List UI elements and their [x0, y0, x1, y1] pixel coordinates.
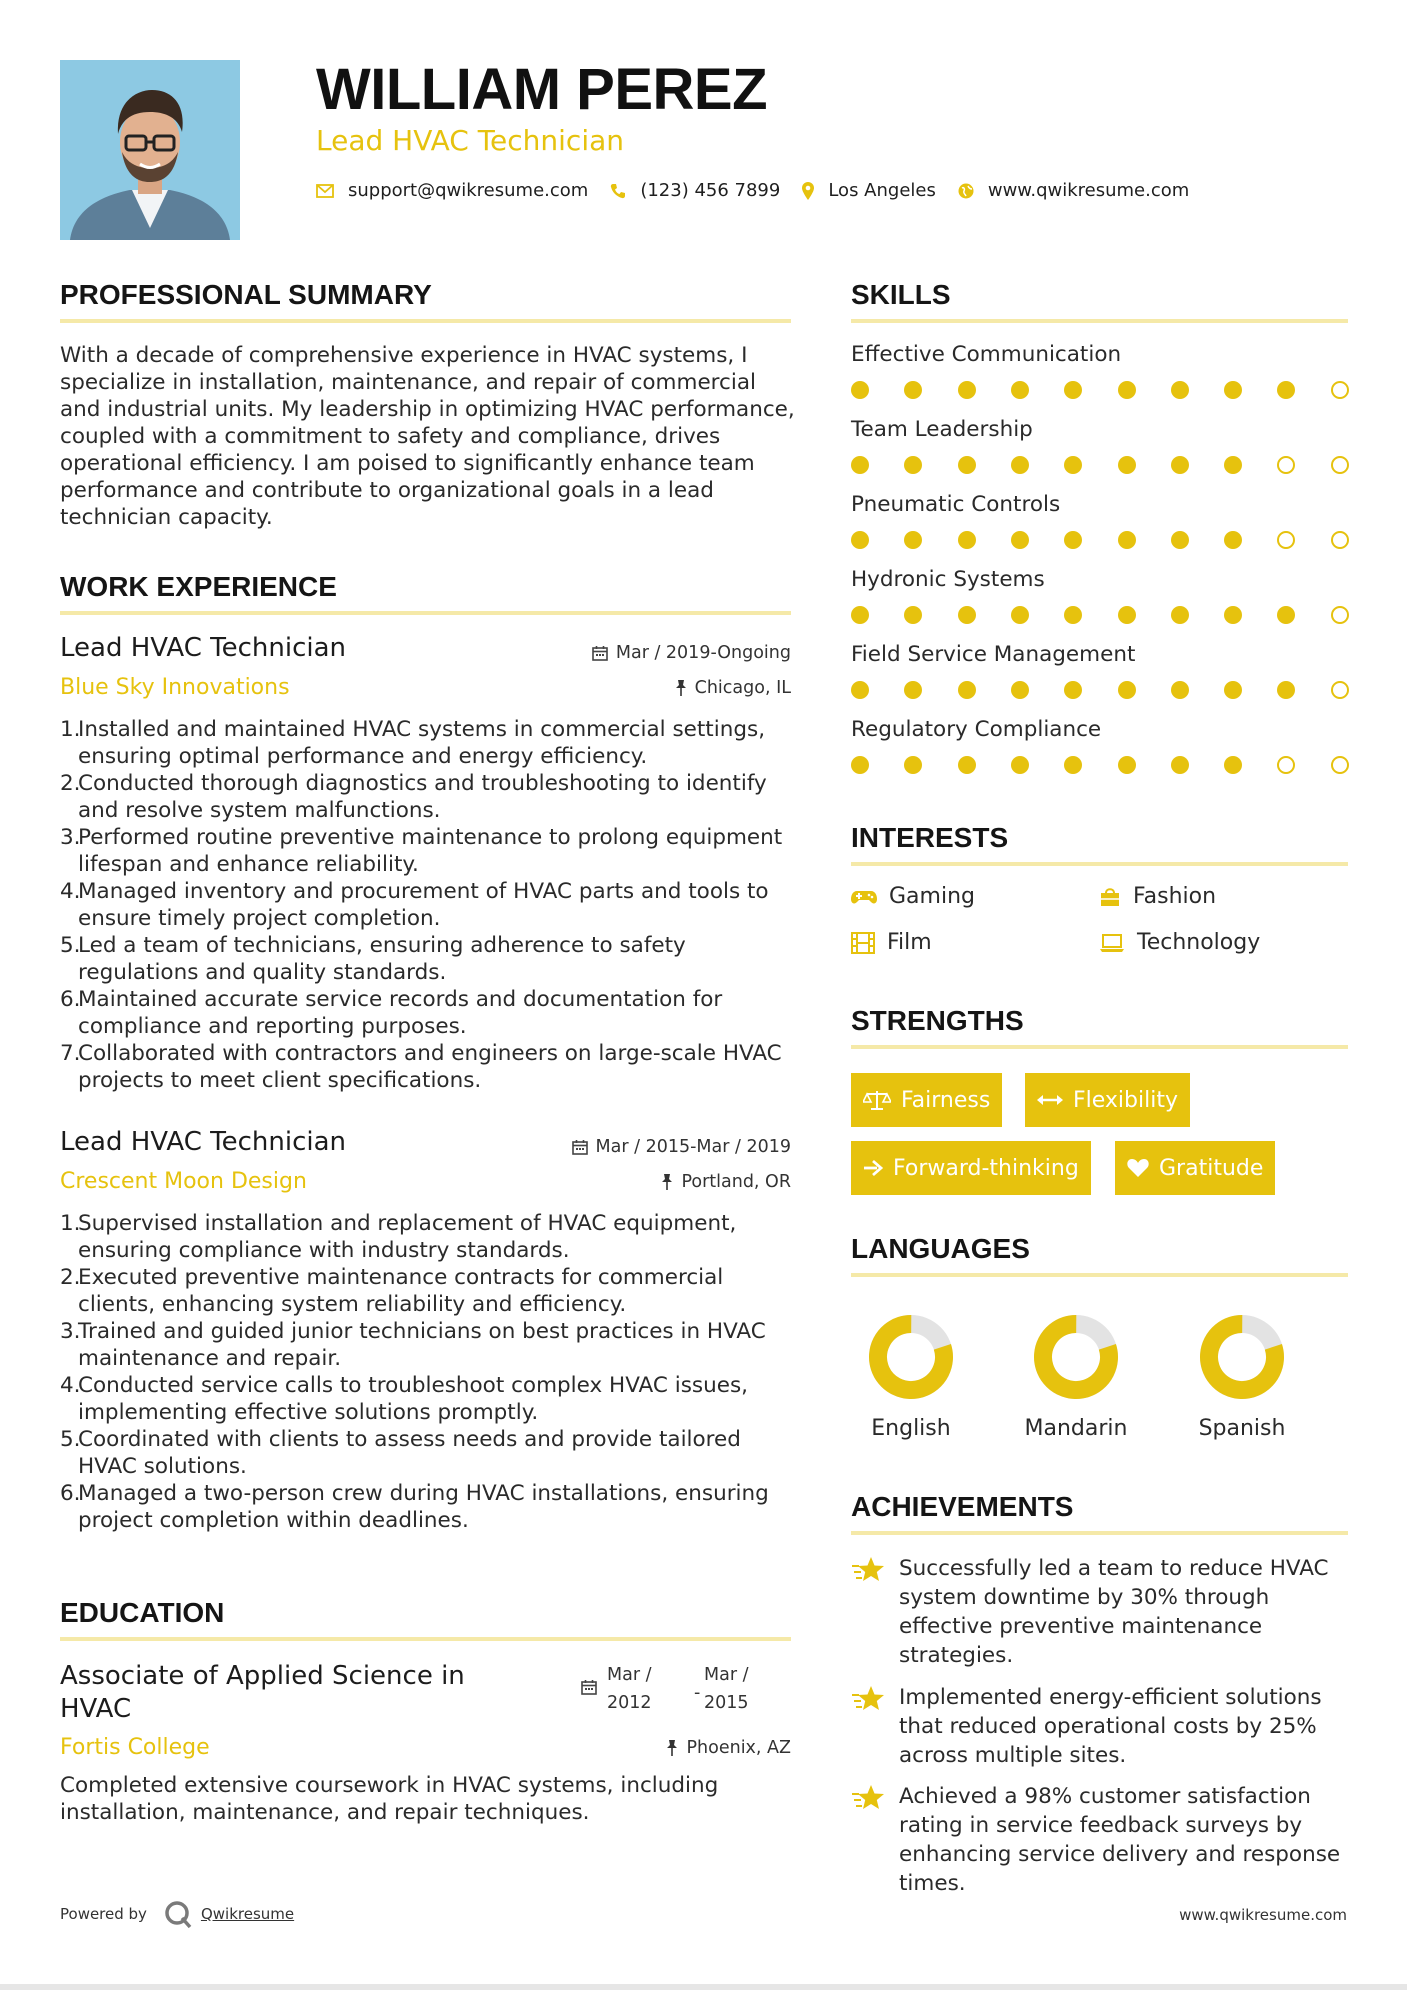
- interest-label: Technology: [1137, 930, 1261, 955]
- bullet-number: 6.: [60, 987, 81, 1012]
- bullet-number: 3.: [60, 1319, 81, 1344]
- skill-dot-filled: [851, 456, 869, 474]
- interests-divider: [851, 862, 1348, 866]
- skill-name: Pneumatic Controls: [851, 492, 1061, 517]
- pushpin-icon: [675, 680, 687, 696]
- powered-by-label: Powered by: [60, 1905, 147, 1923]
- skill-name: Effective Communication: [851, 342, 1122, 367]
- skill-dot-filled: [1171, 531, 1189, 549]
- skill-dot-empty: [1331, 381, 1349, 399]
- strength-label: Flexibility: [1073, 1087, 1178, 1113]
- skill-dot-filled: [904, 531, 922, 549]
- skill-dot-filled: [1011, 606, 1029, 624]
- job-company: Crescent Moon Design: [60, 1169, 307, 1194]
- skill-name: Team Leadership: [851, 417, 1033, 442]
- bullet-number: 5.: [60, 933, 81, 958]
- bullet-text: Led a team of technicians, ensuring adherence to safety regulations and quality standards.: [78, 933, 686, 985]
- interests-heading: INTERESTS: [851, 822, 1009, 853]
- skill-name: Field Service Management: [851, 642, 1136, 667]
- list-item: [60, 878, 800, 932]
- education-school: Fortis College: [60, 1735, 210, 1760]
- bullet-number: 3.: [60, 825, 81, 850]
- globe-icon: [958, 183, 974, 199]
- bullet-text: Conducted service calls to troubleshoot complex HVAC issues, implementing effective solutions promptly.: [78, 1373, 748, 1425]
- skill-dot-filled: [1171, 756, 1189, 774]
- bullet-number: 2.: [60, 771, 81, 796]
- skill-dot-filled: [1118, 381, 1136, 399]
- bullet-text: Managed a two-person crew during HVAC installations, ensuring project completion within deadlines.: [78, 1481, 769, 1533]
- achievements-heading: ACHIEVEMENTS: [851, 1491, 1074, 1522]
- bullet-text: Maintained accurate service records and documentation for compliance and reporting purposes.: [78, 987, 723, 1039]
- skills-heading: SKILLS: [851, 279, 951, 310]
- skill-dot-filled: [958, 606, 976, 624]
- strength-tag-flexibility: [1025, 1073, 1190, 1127]
- skill-rating: [851, 381, 1351, 401]
- job-location: [675, 678, 791, 698]
- strength-tag-fairness: [851, 1073, 1002, 1127]
- skill-dot-filled: [851, 756, 869, 774]
- laptop-icon: [1099, 933, 1125, 953]
- list-item: [60, 1318, 800, 1372]
- calendar-icon: [581, 1679, 597, 1695]
- contact-email[interactable]: [316, 180, 588, 201]
- experience-divider: [60, 611, 791, 615]
- skill-dot-filled: [1118, 456, 1136, 474]
- job-dates: [592, 643, 791, 663]
- skill-dot-filled: [1224, 756, 1242, 774]
- interest-gaming: [851, 884, 975, 909]
- skill-dot-filled: [1118, 681, 1136, 699]
- education-date-dash: -: [694, 1683, 701, 1703]
- skill-dot-filled: [1171, 606, 1189, 624]
- shopping-bag-icon: [1099, 886, 1121, 908]
- strengths-divider: [851, 1045, 1348, 1049]
- education-degree: Associate of Applied Science in HVAC: [60, 1661, 465, 1724]
- achievement-item: [851, 1782, 1361, 1898]
- skill-dot-filled: [958, 756, 976, 774]
- strength-tag-forward-thinking: [851, 1141, 1091, 1195]
- list-item: [60, 1264, 800, 1318]
- skill-dot-filled: [904, 381, 922, 399]
- skill-dot-filled: [1118, 531, 1136, 549]
- skill-dot-filled: [851, 381, 869, 399]
- achievement-text: Achieved a 98% customer satisfaction rating in service feedback surveys by enhancing service delivery and response times.: [899, 1784, 1341, 1896]
- skill-dot-filled: [1224, 606, 1242, 624]
- bullet-number: 5.: [60, 1427, 81, 1452]
- education-start-year: 2012: [607, 1693, 652, 1713]
- job-bullets: [60, 716, 800, 1094]
- bullet-text: Collaborated with contractors and engineers on large-scale HVAC projects to meet client specifications.: [78, 1041, 782, 1093]
- star-icon: [851, 1685, 885, 1713]
- bullet-text: Coordinated with clients to assess needs and provide tailored HVAC solutions.: [78, 1427, 741, 1479]
- skill-dot-filled: [958, 531, 976, 549]
- education-divider: [60, 1637, 791, 1641]
- summary-heading: PROFESSIONAL SUMMARY: [60, 279, 432, 310]
- skill-dot-filled: [1224, 681, 1242, 699]
- bullet-number: 6.: [60, 1481, 81, 1506]
- languages-heading: LANGUAGES: [851, 1233, 1030, 1264]
- language-donut: [1031, 1312, 1121, 1402]
- education-location-text: Phoenix, AZ: [686, 1738, 791, 1758]
- interest-label: Fashion: [1133, 884, 1217, 909]
- skill-dot-filled: [851, 681, 869, 699]
- star-icon: [851, 1556, 885, 1584]
- skill-dot-filled: [1064, 756, 1082, 774]
- skill-dot-filled: [904, 756, 922, 774]
- list-item: [60, 1210, 800, 1264]
- bullet-text: Installed and maintained HVAC systems in commercial settings, ensuring optimal performance and energy efficiency.: [78, 717, 766, 769]
- job-dates: [572, 1137, 791, 1157]
- job-company: Blue Sky Innovations: [60, 675, 290, 700]
- achievement-text: Successfully led a team to reduce HVAC system downtime by 30% through effective preventive maintenance strategies.: [899, 1556, 1329, 1668]
- job-location-text: Chicago, IL: [694, 678, 791, 698]
- list-item: [60, 770, 800, 824]
- language-name: Spanish: [1198, 1416, 1286, 1441]
- calendar-icon: [592, 645, 608, 661]
- list-item: [60, 932, 800, 986]
- map-pin-icon: [802, 182, 814, 200]
- skill-dot-filled: [958, 681, 976, 699]
- skill-dot-filled: [904, 681, 922, 699]
- skill-dot-filled: [1277, 681, 1295, 699]
- skill-dot-empty: [1277, 531, 1295, 549]
- skill-dot-filled: [1224, 456, 1242, 474]
- skill-name: Hydronic Systems: [851, 567, 1045, 592]
- skill-dot-filled: [1118, 606, 1136, 624]
- strength-label: Gratitude: [1159, 1155, 1264, 1181]
- qwikresume-logo-icon: [163, 1899, 193, 1929]
- bullet-text: Performed routine preventive maintenance to prolong equipment lifespan and enhance reliability.: [78, 825, 783, 877]
- strength-label: Fairness: [901, 1087, 991, 1113]
- candidate-name: WILLIAM PEREZ: [316, 57, 768, 122]
- skill-dot-filled: [1064, 456, 1082, 474]
- pushpin-icon: [666, 1740, 678, 1756]
- skill-dot-filled: [1064, 606, 1082, 624]
- contact-bar: [316, 180, 1211, 201]
- bullet-text: Executed preventive maintenance contracts for commercial clients, enhancing system reliability and efficiency.: [78, 1265, 724, 1317]
- summary-text: With a decade of comprehensive experience in HVAC systems, I specialize in installation, maintenance, and repair of commercial and industrial units. My leadership in optimizing HVAC performance, coupled with a commitment to safety and compliance, drives operational efficiency. I am poised to significantly enhance team performance and contribute to organizational goals in a lead technician capacity.: [60, 343, 795, 530]
- achievements-divider: [851, 1531, 1348, 1535]
- skill-dot-empty: [1277, 456, 1295, 474]
- skill-dot-empty: [1331, 756, 1349, 774]
- footer-website[interactable]: www.qwikresume.com: [1179, 1906, 1347, 1924]
- list-item: [60, 1372, 800, 1426]
- calendar-icon: [572, 1139, 588, 1155]
- arrows-horizontal-icon: [1037, 1093, 1063, 1107]
- bullet-number: 1.: [60, 1211, 81, 1236]
- film-icon: [851, 932, 875, 954]
- phone-icon: [610, 183, 626, 199]
- language-name: Mandarin: [1024, 1416, 1128, 1441]
- contact-location-text: Los Angeles: [828, 180, 936, 201]
- heart-icon: [1127, 1158, 1149, 1178]
- skill-dot-filled: [1011, 381, 1029, 399]
- language-spanish: [1177, 1312, 1307, 1441]
- education-end-date: [704, 1661, 749, 1717]
- candidate-title: Lead HVAC Technician: [316, 124, 625, 157]
- summary-divider: [60, 319, 791, 323]
- skill-dot-filled: [1277, 606, 1295, 624]
- contact-location: [802, 180, 936, 201]
- skills-divider: [851, 319, 1348, 323]
- skill-name: Regulatory Compliance: [851, 717, 1102, 742]
- skill-dot-filled: [1064, 381, 1082, 399]
- bullet-text: Conducted thorough diagnostics and troubleshooting to identify and resolve system malfunctions.: [78, 771, 767, 823]
- list-item: [60, 986, 800, 1040]
- skill-dot-filled: [1064, 681, 1082, 699]
- job-dates-text: Mar / 2015-Mar / 2019: [595, 1137, 791, 1157]
- language-name: English: [871, 1416, 951, 1441]
- achievement-text: Implemented energy-efficient solutions that reduced operational costs by 25% across multiple sites.: [899, 1685, 1322, 1768]
- bullet-number: 7.: [60, 1041, 81, 1066]
- skill-dot-filled: [1011, 681, 1029, 699]
- skill-rating: [851, 531, 1351, 551]
- skill-dot-filled: [851, 606, 869, 624]
- envelope-icon: [316, 184, 334, 198]
- pushpin-icon: [661, 1174, 673, 1190]
- skill-rating: [851, 681, 1351, 701]
- achievement-item: [851, 1554, 1361, 1670]
- footer-powered-by: [60, 1899, 294, 1929]
- education-start-month: Mar /: [607, 1665, 652, 1685]
- bullet-text: Trained and guided junior technicians on best practices in HVAC maintenance and repair.: [78, 1319, 766, 1371]
- skill-rating: [851, 606, 1351, 626]
- skill-dot-filled: [851, 531, 869, 549]
- contact-phone-text: (123) 456 7899: [640, 180, 781, 201]
- strength-label: Forward-thinking: [893, 1155, 1079, 1181]
- arrow-right-icon: [863, 1159, 883, 1177]
- skill-dot-empty: [1331, 531, 1349, 549]
- strengths-heading: STRENGTHS: [851, 1005, 1024, 1036]
- education-end-year: 2015: [704, 1693, 749, 1713]
- education-start-date: [607, 1661, 652, 1717]
- qwikresume-link[interactable]: Qwikresume: [200, 1905, 295, 1923]
- interest-film: [851, 930, 932, 955]
- bullet-number: 4.: [60, 879, 81, 904]
- skill-dot-filled: [1171, 381, 1189, 399]
- profile-photo: [60, 60, 240, 240]
- skill-dot-filled: [1224, 531, 1242, 549]
- skill-dot-filled: [1064, 531, 1082, 549]
- skill-dot-filled: [958, 381, 976, 399]
- skill-dot-filled: [904, 456, 922, 474]
- list-item: [60, 716, 800, 770]
- interest-label: Gaming: [889, 884, 975, 909]
- bottom-bar: [0, 1984, 1407, 1990]
- skill-dot-filled: [1277, 381, 1295, 399]
- education-end-month: Mar /: [704, 1665, 749, 1685]
- skill-dot-filled: [1118, 756, 1136, 774]
- language-donut: [1197, 1312, 1287, 1402]
- job-location-text: Portland, OR: [681, 1172, 791, 1192]
- list-item: [60, 1426, 800, 1480]
- skill-dot-filled: [958, 456, 976, 474]
- interest-technology: [1099, 930, 1260, 955]
- bullet-number: 2.: [60, 1265, 81, 1290]
- contact-website[interactable]: [958, 180, 1189, 201]
- language-english: [846, 1312, 976, 1441]
- skill-dot-filled: [904, 606, 922, 624]
- achievement-item: [851, 1683, 1361, 1770]
- skill-dot-empty: [1331, 606, 1349, 624]
- job-dates-text: Mar / 2019-Ongoing: [615, 643, 791, 663]
- list-item: [60, 1480, 800, 1534]
- skill-dot-filled: [1171, 681, 1189, 699]
- skill-rating: [851, 756, 1351, 776]
- job-location: [661, 1172, 791, 1192]
- skill-rating: [851, 456, 1351, 476]
- bullet-text: Managed inventory and procurement of HVAC parts and tools to ensure timely project completion.: [78, 879, 769, 931]
- job-title: Lead HVAC Technician: [60, 1127, 347, 1157]
- contact-email-text: support@qwikresume.com: [348, 180, 589, 201]
- bullet-text: Supervised installation and replacement of HVAC equipment, ensuring compliance with industry standards.: [78, 1211, 737, 1263]
- interest-label: Film: [887, 930, 932, 955]
- bullet-number: 1.: [60, 717, 81, 742]
- star-icon: [851, 1784, 885, 1812]
- skill-dot-filled: [1171, 456, 1189, 474]
- language-mandarin: [1011, 1312, 1141, 1441]
- bullet-number: 4.: [60, 1373, 81, 1398]
- skill-dot-empty: [1331, 681, 1349, 699]
- skill-dot-filled: [1011, 456, 1029, 474]
- job-title: Lead HVAC Technician: [60, 633, 347, 663]
- language-donut: [866, 1312, 956, 1402]
- job-bullets: [60, 1210, 800, 1534]
- languages-divider: [851, 1273, 1348, 1277]
- education-heading: EDUCATION: [60, 1597, 225, 1628]
- list-item: [60, 1040, 800, 1094]
- skill-dot-empty: [1277, 756, 1295, 774]
- education-location: [666, 1738, 791, 1758]
- strength-tag-gratitude: [1115, 1141, 1275, 1195]
- contact-phone[interactable]: [610, 180, 780, 201]
- contact-website-text: www.qwikresume.com: [987, 180, 1190, 201]
- skill-dot-filled: [1224, 381, 1242, 399]
- skill-dot-filled: [1011, 531, 1029, 549]
- gamepad-icon: [851, 889, 877, 905]
- skill-dot-empty: [1331, 456, 1349, 474]
- education-description: Completed extensive coursework in HVAC systems, including installation, maintenance, and repair techniques.: [60, 1773, 719, 1825]
- interest-fashion: [1099, 884, 1216, 909]
- list-item: [60, 824, 800, 878]
- skill-dot-filled: [1011, 756, 1029, 774]
- balance-scale-icon: [863, 1089, 891, 1111]
- experience-heading: WORK EXPERIENCE: [60, 571, 337, 602]
